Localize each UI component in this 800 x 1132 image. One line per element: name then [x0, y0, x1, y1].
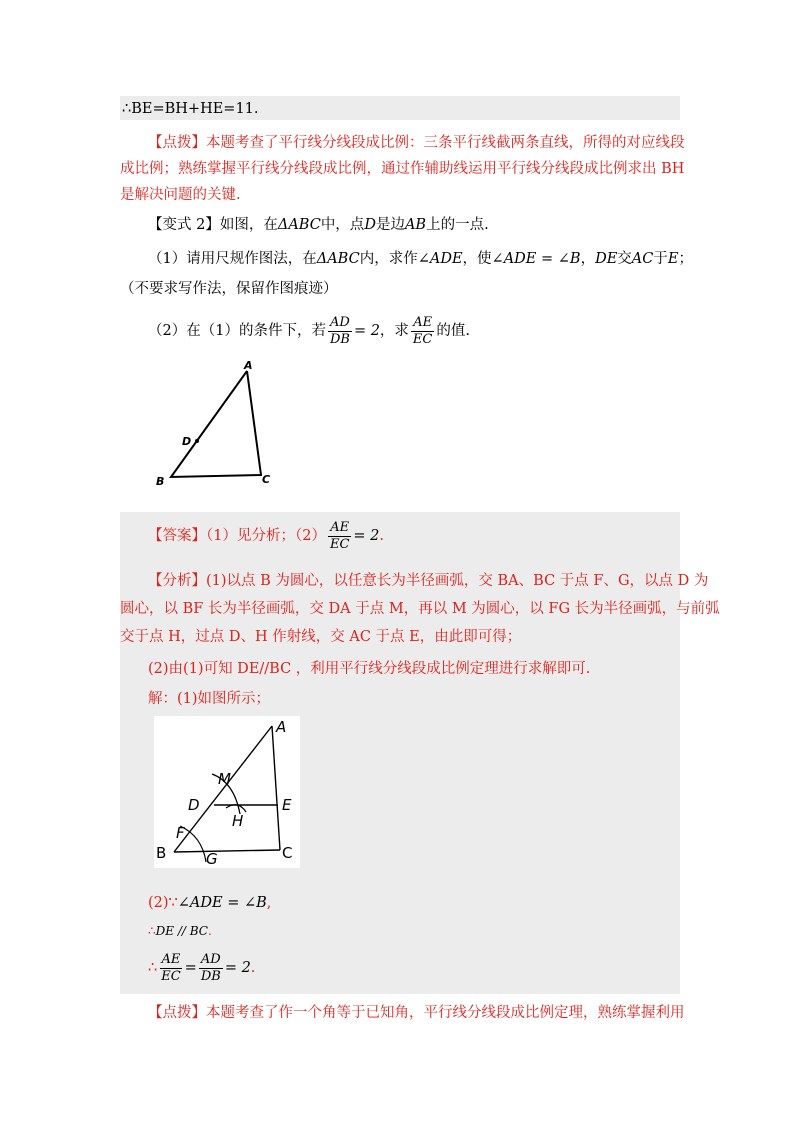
- s3-frac2: [199, 952, 223, 985]
- solution-step1: [120, 890, 708, 916]
- s3-d2: DB: [200, 968, 221, 984]
- answer-line: [120, 516, 708, 556]
- analysis-tag: 【分析】: [148, 573, 206, 589]
- analysis-text1: (1)以点 B 为圆心，以任意长为半径画弧，交 BA、BC 于点 F、G，以点 D 为: [206, 573, 709, 589]
- q2-b: ，求: [379, 323, 409, 339]
- q2-den: DB: [329, 331, 350, 347]
- q1-ac: AC: [631, 251, 654, 267]
- label-a2: A: [276, 718, 287, 736]
- label-m2: M: [218, 770, 231, 788]
- question1: [120, 246, 708, 272]
- variant-intro-a: 如图，在: [219, 217, 278, 233]
- q1-c: ，使: [462, 251, 492, 267]
- q2-frac-ad-db: [328, 315, 352, 348]
- tip2-text1: 本题考查了作一个角等于已知角，平行线分线段成比例定理，熟练掌握利用: [206, 1005, 685, 1021]
- answer-end: .: [379, 528, 384, 544]
- s3-n2: AD: [200, 951, 221, 967]
- tip1-line1: [120, 130, 708, 156]
- label-b: B: [156, 475, 165, 488]
- q1-point-e: E: [667, 251, 679, 267]
- answer-frac: [328, 520, 351, 553]
- q1-b: 内，求作: [359, 251, 418, 267]
- variant-intro-d: 上的一点.: [426, 217, 489, 233]
- s3-b: .: [250, 960, 256, 976]
- q2-den2: EC: [412, 331, 433, 347]
- label-a: A: [244, 359, 253, 372]
- q2-num2: AE: [413, 314, 433, 330]
- question2: [120, 310, 708, 352]
- analysis-line2: 圆心，以 BF 长为半径画弧，交 DA 于点 M，再以 M 为圆心，以 FG 长为半径画弧，与前弧: [120, 601, 720, 617]
- variant-point-d: D: [364, 217, 376, 233]
- label-c2: C: [282, 844, 293, 862]
- tip2-line1: [120, 1000, 708, 1026]
- variant-seg: AB: [404, 217, 427, 233]
- q2-eq: = 2: [353, 323, 380, 339]
- s1-b: ,: [266, 895, 272, 911]
- variant-tri: ΔABC: [277, 217, 321, 233]
- tip1-text1: 本题考查了平行线分线段成比例：三条平行线截两条直线，所得的对应线段: [206, 135, 685, 151]
- tip1-line2: 成比例；熟练掌握平行线分线段成比例，通过作辅助线运用平行线分线段成比例求出 BH: [120, 161, 685, 177]
- q1-g: ；: [678, 251, 693, 267]
- s3-eq1: =: [184, 960, 197, 976]
- label-d2: D: [188, 796, 200, 814]
- q2-num: AD: [330, 314, 350, 330]
- label-f2: F: [176, 824, 185, 842]
- s2-b: .: [207, 924, 212, 938]
- solution-step3: [120, 948, 708, 988]
- q1-angle: ∠ADE: [417, 251, 463, 267]
- answer-eq: = 2: [353, 528, 380, 544]
- analysis-line3: 交于点 H，过点 D、H 作射线，交 AC 于点 E，由此即可得；: [120, 629, 522, 645]
- q1-f: 于: [653, 251, 668, 267]
- s3-frac1: [159, 952, 182, 985]
- variant-tag: 【变式 2】: [148, 217, 220, 233]
- s1-eq: ∠ADE = ∠B: [177, 895, 267, 911]
- top-conclusion: ∴BE=BH+HE=11.: [122, 101, 259, 117]
- analysis-line4: (2)由(1)可知 DE//BC ，利用平行线分线段成比例定理进行求解即可.: [148, 661, 591, 677]
- q1-d: ，: [580, 251, 596, 267]
- analysis-line1: [120, 568, 708, 594]
- answer-tag: 【答案】: [148, 528, 206, 544]
- q1-tri: ΔABC: [316, 251, 360, 267]
- s3-n1: AE: [161, 951, 181, 967]
- label-e2: E: [282, 796, 292, 814]
- variant-intro-b: 中，点: [320, 217, 365, 233]
- triangle-abc: [171, 371, 261, 477]
- s3-d1: EC: [161, 968, 181, 984]
- label-h2: H: [232, 812, 244, 830]
- variant-intro-c: 是边: [375, 217, 405, 233]
- s3-a: ∴: [148, 960, 158, 976]
- answer-num: AE: [330, 519, 350, 535]
- q2-frac-ae-ec: [411, 315, 434, 348]
- triangle-figure: [140, 355, 300, 495]
- q2-a: （2）在（1）的条件下，若: [148, 323, 326, 339]
- tip2-tag: 【点拨】: [148, 1005, 206, 1021]
- q1-e: 交: [617, 251, 632, 267]
- label-g2: G: [206, 850, 218, 868]
- label-b2: B: [156, 844, 167, 862]
- q1-a: （1）请用尺规作图法，在: [148, 251, 317, 267]
- tip1-line3: 是解决问题的关键.: [120, 187, 241, 203]
- tip1-tag: 【点拨】: [148, 135, 206, 151]
- analysis-line5: 解：(1)如图所示；: [148, 691, 271, 707]
- label-c: C: [262, 473, 271, 486]
- s3-eq2: = 2: [224, 960, 251, 976]
- point-d: [195, 439, 199, 443]
- s2-eq: DE // BC: [155, 924, 208, 938]
- construction-figure: [154, 716, 300, 868]
- question1-note: （不要求写作法，保留作图痕迹）: [120, 281, 338, 297]
- q2-c: 的值.: [436, 323, 470, 339]
- label-d: D: [182, 435, 192, 448]
- figure-background: [154, 716, 300, 868]
- q1-de: DE: [595, 251, 618, 267]
- variant-intro: [120, 212, 708, 238]
- s2-a: ∴: [148, 924, 156, 938]
- solution-step2: [120, 918, 708, 944]
- answer-part1: （1）见分析；（2）: [206, 528, 326, 544]
- answer-den: EC: [329, 536, 350, 552]
- q1-eq: ∠ADE = ∠B: [491, 251, 581, 267]
- s1-a: (2)∵: [148, 895, 178, 911]
